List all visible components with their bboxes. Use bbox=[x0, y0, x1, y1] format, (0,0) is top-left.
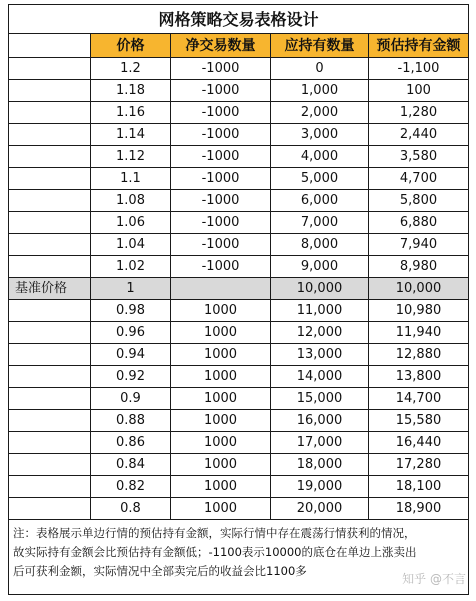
holding-qty-cell: 14,000 bbox=[271, 366, 369, 388]
row-label-cell bbox=[9, 102, 91, 124]
holding-qty-cell: 17,000 bbox=[271, 432, 369, 454]
net-trade-qty-cell: -1000 bbox=[171, 234, 271, 256]
row-label-cell bbox=[9, 498, 91, 520]
grid-trading-table bbox=[8, 4, 469, 595]
header-row bbox=[9, 34, 469, 58]
estimated-value-cell: 16,440 bbox=[369, 432, 469, 454]
holding-qty-cell: 19,000 bbox=[271, 476, 369, 498]
holding-qty-cell: 18,000 bbox=[271, 454, 369, 476]
holding-qty-cell: 6,000 bbox=[271, 190, 369, 212]
price-cell: 0.84 bbox=[91, 454, 171, 476]
price-cell: 0.88 bbox=[91, 410, 171, 432]
price-cell: 0.82 bbox=[91, 476, 171, 498]
net-trade-qty-cell: -1000 bbox=[171, 80, 271, 102]
row-label-cell bbox=[9, 454, 91, 476]
net-trade-qty-cell: 1000 bbox=[171, 300, 271, 322]
price-cell: 0.98 bbox=[91, 300, 171, 322]
price-cell: 0.96 bbox=[91, 322, 171, 344]
row-label-cell bbox=[9, 168, 91, 190]
price-cell: 1.2 bbox=[91, 58, 171, 80]
row-label-cell bbox=[9, 190, 91, 212]
estimated-value-cell: 8,980 bbox=[369, 256, 469, 278]
header-corner-cell bbox=[9, 34, 91, 58]
price-cell: 1 bbox=[91, 278, 171, 300]
grid-strategy-sheet bbox=[8, 4, 468, 595]
price-cell: 1.06 bbox=[91, 212, 171, 234]
title-row bbox=[9, 5, 469, 34]
base-price-row bbox=[9, 278, 469, 300]
net-trade-qty-cell: -1000 bbox=[171, 102, 271, 124]
net-trade-qty-cell: 1000 bbox=[171, 322, 271, 344]
net-trade-qty-cell: 1000 bbox=[171, 388, 271, 410]
row-label-cell bbox=[9, 146, 91, 168]
table-row bbox=[9, 366, 469, 388]
price-cell: 1.02 bbox=[91, 256, 171, 278]
table-row bbox=[9, 146, 469, 168]
net-trade-qty-cell: -1000 bbox=[171, 190, 271, 212]
estimated-value-cell: 13,800 bbox=[369, 366, 469, 388]
row-label-cell bbox=[9, 432, 91, 454]
note-line-3: 后可获利金额，实际情况中全部卖完后的收益会比1100多 bbox=[13, 564, 307, 578]
note-line-1: 注：表格展示单边行情的预估持有金额，实际行情中存在震荡行情获利的情况， bbox=[13, 526, 416, 540]
estimated-value-cell: -1,100 bbox=[369, 58, 469, 80]
price-cell: 1.1 bbox=[91, 168, 171, 190]
estimated-value-cell: 17,280 bbox=[369, 454, 469, 476]
row-label-cell bbox=[9, 322, 91, 344]
holding-qty-cell: 20,000 bbox=[271, 498, 369, 520]
estimated-value-cell: 1,280 bbox=[369, 102, 469, 124]
table-row bbox=[9, 234, 469, 256]
holding-qty-cell: 7,000 bbox=[271, 212, 369, 234]
row-label-cell bbox=[9, 58, 91, 80]
row-label-cell bbox=[9, 300, 91, 322]
note-row bbox=[9, 520, 469, 595]
table-title: 网格策略交易表格设计 bbox=[9, 5, 469, 34]
row-label-cell bbox=[9, 256, 91, 278]
holding-qty-cell: 12,000 bbox=[271, 322, 369, 344]
net-trade-qty-cell: 1000 bbox=[171, 498, 271, 520]
header-holding-qty: 应持有数量 bbox=[271, 34, 369, 58]
holding-qty-cell: 9,000 bbox=[271, 256, 369, 278]
net-trade-qty-cell: 1000 bbox=[171, 366, 271, 388]
header-price: 价格 bbox=[91, 34, 171, 58]
net-trade-qty-cell: -1000 bbox=[171, 124, 271, 146]
row-label-cell bbox=[9, 410, 91, 432]
table-row bbox=[9, 58, 469, 80]
row-label-cell bbox=[9, 476, 91, 498]
table-row bbox=[9, 344, 469, 366]
table-row bbox=[9, 454, 469, 476]
table-row bbox=[9, 498, 469, 520]
table-row bbox=[9, 190, 469, 212]
table-row bbox=[9, 322, 469, 344]
estimated-value-cell: 5,800 bbox=[369, 190, 469, 212]
table-row bbox=[9, 476, 469, 498]
estimated-value-cell: 12,880 bbox=[369, 344, 469, 366]
price-cell: 1.08 bbox=[91, 190, 171, 212]
holding-qty-cell: 11,000 bbox=[271, 300, 369, 322]
watermark-text: 知乎 @不言 bbox=[402, 572, 466, 586]
net-trade-qty-cell: -1000 bbox=[171, 256, 271, 278]
row-label-cell bbox=[9, 124, 91, 146]
estimated-value-cell: 3,580 bbox=[369, 146, 469, 168]
note-cell bbox=[9, 520, 469, 595]
table-row bbox=[9, 212, 469, 234]
estimated-value-cell: 14,700 bbox=[369, 388, 469, 410]
net-trade-qty-cell: -1000 bbox=[171, 58, 271, 80]
holding-qty-cell: 13,000 bbox=[271, 344, 369, 366]
row-label-cell bbox=[9, 80, 91, 102]
price-cell: 0.8 bbox=[91, 498, 171, 520]
holding-qty-cell: 1,000 bbox=[271, 80, 369, 102]
net-trade-qty-cell: 1000 bbox=[171, 432, 271, 454]
net-trade-qty-cell: 1000 bbox=[171, 344, 271, 366]
net-trade-qty-cell: -1000 bbox=[171, 146, 271, 168]
net-trade-qty-cell: 1000 bbox=[171, 410, 271, 432]
net-trade-qty-cell: 1000 bbox=[171, 476, 271, 498]
holding-qty-cell: 16,000 bbox=[271, 410, 369, 432]
price-cell: 0.9 bbox=[91, 388, 171, 410]
header-estimated-value: 预估持有金额 bbox=[369, 34, 469, 58]
table-row bbox=[9, 432, 469, 454]
holding-qty-cell: 0 bbox=[271, 58, 369, 80]
estimated-value-cell: 11,940 bbox=[369, 322, 469, 344]
table-row bbox=[9, 300, 469, 322]
note-line-2: 故实际持有金额会比预估持有金额低；-1100表示10000的底仓在单边上涨卖出 bbox=[13, 545, 417, 559]
holding-qty-cell: 10,000 bbox=[271, 278, 369, 300]
estimated-value-cell: 7,940 bbox=[369, 234, 469, 256]
table-row bbox=[9, 124, 469, 146]
estimated-value-cell: 100 bbox=[369, 80, 469, 102]
holding-qty-cell: 2,000 bbox=[271, 102, 369, 124]
price-cell: 1.16 bbox=[91, 102, 171, 124]
row-label-cell bbox=[9, 388, 91, 410]
table-row bbox=[9, 388, 469, 410]
price-cell: 1.12 bbox=[91, 146, 171, 168]
net-trade-qty-cell bbox=[171, 278, 271, 300]
row-label-cell bbox=[9, 344, 91, 366]
holding-qty-cell: 15,000 bbox=[271, 388, 369, 410]
row-label-cell bbox=[9, 366, 91, 388]
holding-qty-cell: 8,000 bbox=[271, 234, 369, 256]
holding-qty-cell: 4,000 bbox=[271, 146, 369, 168]
estimated-value-cell: 18,900 bbox=[369, 498, 469, 520]
holding-qty-cell: 5,000 bbox=[271, 168, 369, 190]
price-cell: 1.14 bbox=[91, 124, 171, 146]
price-cell: 0.94 bbox=[91, 344, 171, 366]
row-label-cell bbox=[9, 234, 91, 256]
price-cell: 0.92 bbox=[91, 366, 171, 388]
estimated-value-cell: 4,700 bbox=[369, 168, 469, 190]
net-trade-qty-cell: -1000 bbox=[171, 212, 271, 234]
estimated-value-cell: 10,000 bbox=[369, 278, 469, 300]
estimated-value-cell: 15,580 bbox=[369, 410, 469, 432]
net-trade-qty-cell: 1000 bbox=[171, 454, 271, 476]
estimated-value-cell: 6,880 bbox=[369, 212, 469, 234]
table-row bbox=[9, 80, 469, 102]
table-row bbox=[9, 168, 469, 190]
price-cell: 0.86 bbox=[91, 432, 171, 454]
table-row bbox=[9, 410, 469, 432]
net-trade-qty-cell: -1000 bbox=[171, 168, 271, 190]
base-price-label: 基准价格 bbox=[9, 278, 91, 300]
header-net-trade-qty: 净交易数量 bbox=[171, 34, 271, 58]
holding-qty-cell: 3,000 bbox=[271, 124, 369, 146]
table-row bbox=[9, 102, 469, 124]
price-cell: 1.04 bbox=[91, 234, 171, 256]
estimated-value-cell: 18,100 bbox=[369, 476, 469, 498]
estimated-value-cell: 2,440 bbox=[369, 124, 469, 146]
price-cell: 1.18 bbox=[91, 80, 171, 102]
table-row bbox=[9, 256, 469, 278]
estimated-value-cell: 10,980 bbox=[369, 300, 469, 322]
row-label-cell bbox=[9, 212, 91, 234]
